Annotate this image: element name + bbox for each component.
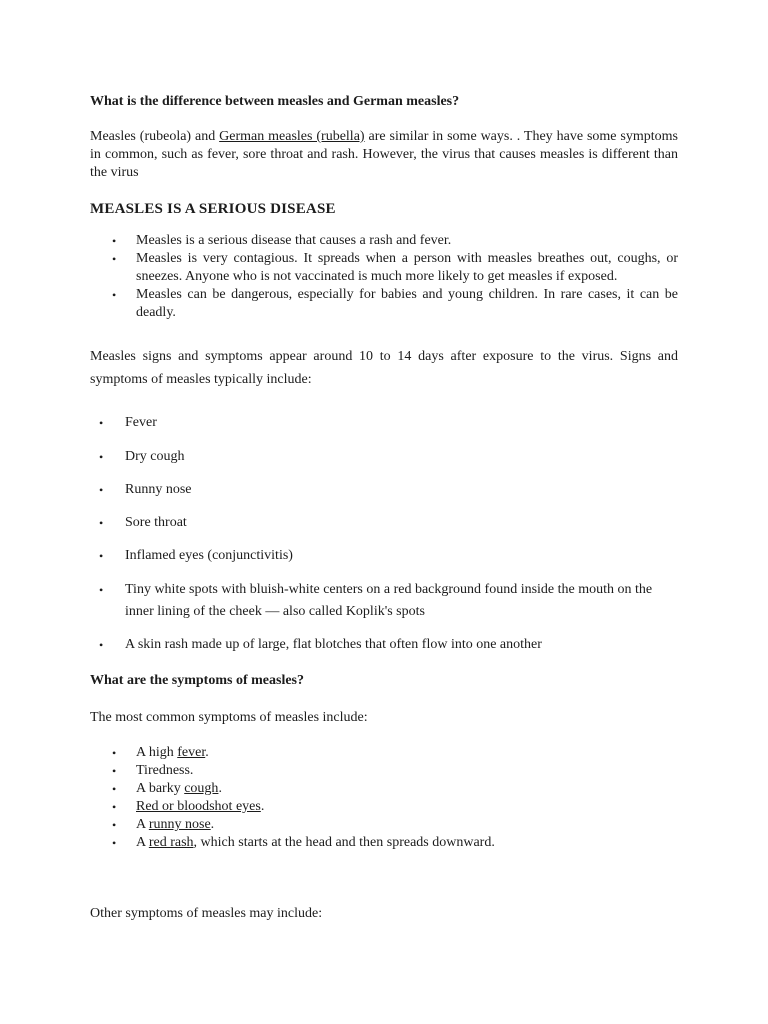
cough-link[interactable]: cough bbox=[184, 781, 219, 796]
list-item: • Measles is a serious disease that causes a rash and fever. bbox=[90, 232, 678, 250]
difference-paragraph bbox=[90, 128, 678, 182]
common-symptoms-list bbox=[90, 744, 678, 852]
paragraph-text-end: are similar in some ways. . They have some symptoms in common, such as fever, sore throat and rash. However, the virus that causes measles is different than the virus bbox=[90, 129, 678, 180]
serious-disease-list bbox=[90, 232, 678, 322]
list-item: • A skin rash made up of large, flat blotches that often flow into one another bbox=[90, 634, 678, 656]
other-symptoms-intro: Other symptoms of measles may include: bbox=[90, 906, 323, 921]
red-eyes-link[interactable]: Red or bloodshot eyes bbox=[136, 799, 261, 814]
list-item: • Tiredness. bbox=[90, 762, 678, 780]
german-measles-link[interactable]: German measles (rubella) bbox=[219, 129, 365, 144]
paragraph-text-start: Measles (rubeola) and bbox=[90, 129, 220, 144]
list-item: • A runny nose. bbox=[90, 816, 678, 834]
list-item: • Red or bloodshot eyes. bbox=[90, 798, 678, 816]
signs-intro-paragraph: Measles signs and symptoms appear around 10 to 14 days after exposure to the virus. Signs and symptoms of measles typically include: bbox=[90, 349, 678, 387]
serious-disease-heading: MEASLES IS A SERIOUS DISEASE bbox=[90, 201, 336, 217]
list-item: • A barky cough. bbox=[90, 780, 678, 798]
list-item: • Fever bbox=[90, 412, 678, 434]
symptoms-heading: What are the symptoms of measles? bbox=[90, 673, 304, 688]
symptoms-intro: The most common symptoms of measles include: bbox=[90, 710, 368, 725]
list-item: • A high fever. bbox=[90, 744, 678, 762]
list-item: • Runny nose bbox=[90, 479, 678, 501]
difference-heading: What is the difference between measles and German measles? bbox=[90, 94, 460, 109]
runny-nose-link[interactable]: runny nose bbox=[148, 817, 211, 832]
list-item: • Tiny white spots with bluish-white centers on a red background found inside the mouth on the inner lining of the cheek — also called Koplik's spots bbox=[90, 579, 678, 623]
list-item: • A red rash, which starts at the head and then spreads downward. bbox=[90, 834, 678, 852]
red-rash-link[interactable]: red rash bbox=[148, 835, 194, 850]
fever-link[interactable]: fever bbox=[177, 745, 206, 760]
list-item: • Measles is very contagious. It spreads when a person with measles breathes out, coughs, or sneezes. Anyone who is not vaccinated is much more likely to get measles if exposed. bbox=[90, 250, 678, 286]
list-item: • Sore throat bbox=[90, 512, 678, 534]
list-item: • Dry cough bbox=[90, 446, 678, 468]
list-item: • Inflamed eyes (conjunctivitis) bbox=[90, 545, 678, 567]
signs-list bbox=[90, 412, 678, 657]
list-item: • Measles can be dangerous, especially for babies and young children. In rare cases, it can be deadly. bbox=[90, 286, 678, 322]
